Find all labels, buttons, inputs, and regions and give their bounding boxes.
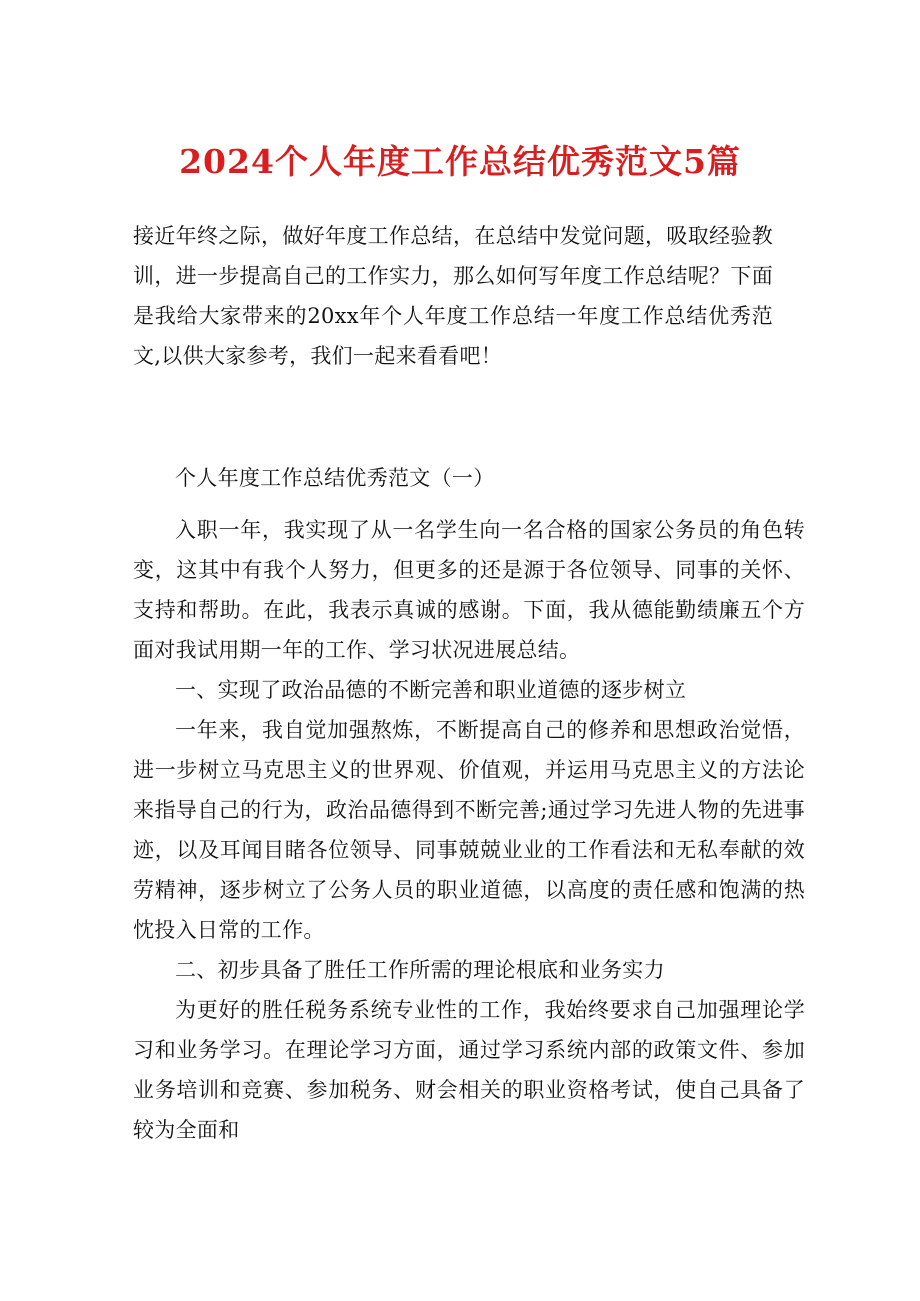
subheading-1: 一、实现了政治品德的不断完善和职业道德的逐步树立 [175,678,687,702]
subheading-2: 二、初步具备了胜任工作所需的理论根底和业务实力 [175,958,665,982]
section-one [133,458,805,1150]
body-paragraph-3: 为更好的胜任税务系统专业性的工作，我始终要求自己加强理论学习和业务学习。在理论学习方面，通过学习系统内部的政策文件、参加业务培训和竞赛、参加税务、财会相关的职业资格考试，使自己具备了较为全面和 [133,998,805,1142]
body-paragraph-2: 一年来，我自觉加强熬炼，不断提高自己的修养和思想政治觉悟，进一步树立马克思主义的世界观、价值观，并运用马克思主义的方法论来指导自己的行为，政治品德得到不断完善;通过学习先进人物的先进事迹，以及耳闻目睹各位领导、同事兢兢业业的工作看法和无私奉献的效劳精神，逐步树立了公务人员的职业道德，以高度的责任感和饱满的热忱投入日常的工作。 [133,718,805,942]
body-paragraph-1: 入职一年，我实现了从一名学生向一名合格的国家公务员的角色转变，这其中有我个人努力，但更多的还是源于各位领导、同事的关怀、支持和帮助。在此，我表示真诚的感谢。下面，我从德能勤绩廉五个方面对我试用期一年的工作、学习状况进展总结。 [133,518,805,662]
section-heading: 个人年度工作总结优秀范文（一） [175,466,495,490]
document-title: 2024个人年度工作总结优秀范文5篇 [179,142,741,181]
intro-paragraph: 接近年终之际，做好年度工作总结，在总结中发觉问题，吸取经验教训，进一步提高自己的工作实力，那么如何写年度工作总结呢？下面是我给大家带来的20xx年个人年度工作总结一年度工作总结优秀范文,以供大家参考，我们一起来看看吧！ [133,224,773,368]
intro-block [133,216,773,376]
